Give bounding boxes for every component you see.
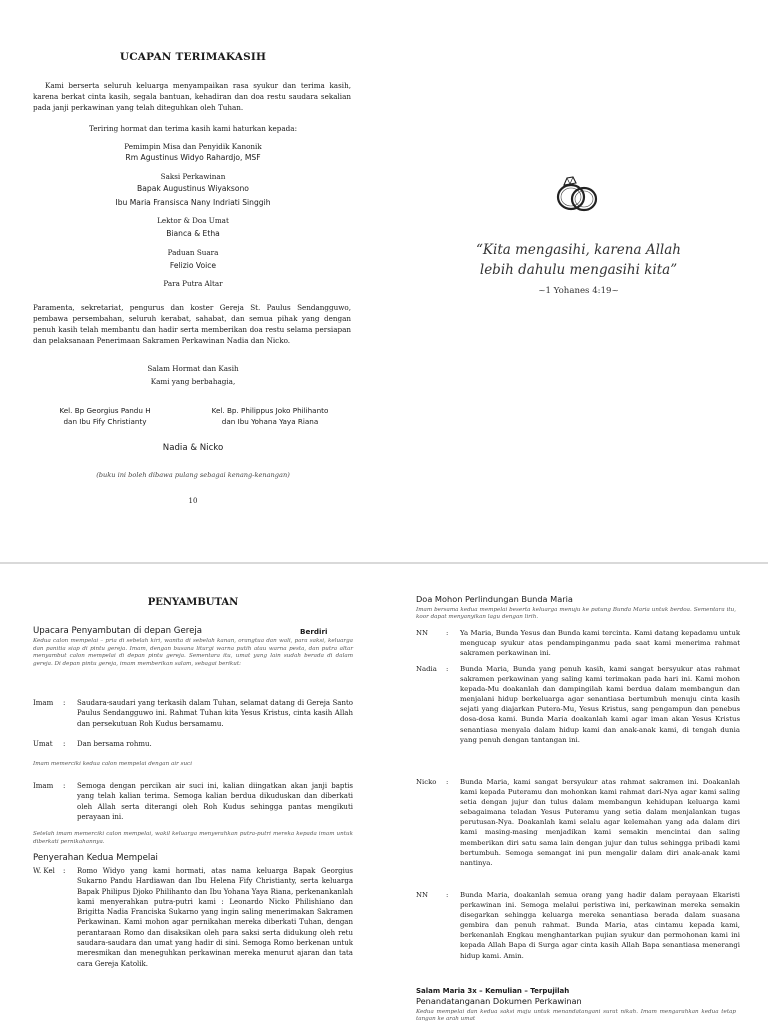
closing-line: Kami yang berbahagia, (150, 377, 236, 386)
closing-line: Salam Hormat dan Kasih (147, 364, 239, 373)
role-name: Felizio Voice (169, 261, 217, 270)
dialogue-row (33, 698, 353, 740)
rubric: Imam memerciki kedua calon mempelai dengan air suci (33, 761, 192, 767)
page-quote (386, 0, 768, 562)
quote-reference: ~1 Yohanes 4:19~ (538, 286, 619, 296)
posture-tag: Berdiri (300, 627, 328, 636)
dialogue-text: Romo Widyo yang kami hormati, atas nama keluarga Bapak Georgius Sukarno Pandu Hardiawan dan Ibu Helena Fify Christianty, serta keluarga Bapak Philipus Djoko Philihanto dan Ibu Yohana Yaya Riana, perkenankanlah kami menyerahkan putra-putri kami : Leonardo Nicko Philishiano dan Brigitta Nadia Franciska Sukarno yang ingin saling menerimakan Sakramen Perkawinan. Kami mohon agar pernikahan mereka diberkati Tuhan, dengan perantaraan Romo dan disaksikan oleh para saksi serta didukung oleh retu saudara-saudara dan umat yang hadir di sini. Semoga Romo berkenan untuk meresmikan dan meneguhkan perkawinan mereka menurut ajaran dan tata cara Gereja Katolik. (77, 867, 353, 968)
role-label: Lektor & Doa Umat (157, 216, 229, 225)
page-number: 10 (188, 497, 198, 505)
role-name: Rm Agustinus Widyo Rahardjo, MSF (125, 153, 261, 162)
colon: : (63, 782, 66, 790)
dialogue-text: Ya Maria, Bunda Yesus dan Bunda kami tercinta. Kami datang kepadamu untuk mengucap syukur atas pendampinganmu pada saat kami menerima rahmat sakramen perkawinan ini. (460, 629, 740, 658)
section-heading: Penandatanganan Dokumen Perkawinan (416, 996, 582, 1006)
dialogue-row (33, 781, 353, 825)
dialogue-text: Bunda Maria, kami sangat bersyukur atas rahmat sakramen ini. Doakanlah kami kepada Puteramu dan mohonkan kami rahmat dari-Nya agar kami saling setia dengan jujur dan tulus dalam membangun kehidupan keluarga kami sebagaimana teladan Yesus Puteramu yang setia dalam menjalankan tugas perutusan-Nya. Doakanlah kami selalu agar kelemahan yang ada dalam diri kami masing-masing menjadikan kami semakin mencintai dan saling memberikan diri satu sama lain dengan jujur dan tulus sehingga pribadi kami bertumbuh. Semoga semangat ini pun mengalir dalam diri anak-anak kami nantinya. (460, 778, 740, 867)
colon: : (63, 740, 66, 748)
signature-left (40, 405, 170, 427)
dialogue-row (416, 777, 740, 889)
wedding-rings-icon (552, 168, 604, 218)
signature-line: Kel. Bp Georgius Pandu H (59, 406, 151, 415)
dialogue-row (416, 890, 740, 982)
speaker: Umat (33, 740, 53, 748)
speaker: Imam (33, 699, 54, 707)
dialogue-text: Semoga dengan percikan air suci ini, kalian diingatkan akan janji baptis yang telah kalian terima. Semoga kalian berdua dikuduskan dan diberkati oleh Allah serta diterangi oleh Roh Kudus sehingga pantas mengikuti perayaan ini. (77, 782, 353, 821)
quote-line: lebih dahulu mengasihi kita” (479, 262, 678, 278)
speaker: W. Kel (33, 867, 55, 875)
role-label: Saksi Perkawinan (160, 172, 226, 181)
speaker: NN (416, 629, 429, 637)
dialogue-text: Bunda Maria, Bunda yang penuh kasih, kami sangat bersyukur atas rahmat sakramen perkawinan yang saling kami terimakan pada hari ini. Kami mohon kepada-Mu doakanlah dan dampingilah kami berdua dalam membangun dan menjalani hidup berkeluarga agar senantiasa bertumbuh menuju cinta kasih sejati yang diajarkan Putera-Mu, Yesus Kristus, sang pengampun dan penebus dosa-dosa kami. Bunda Maria doakanlah kami agar iman akan Yesus Kristus senantiasa menyala dalam hidup kami dan anak-anak kami, di tengah dunia yang penuh dengan tantangan ini. (460, 665, 740, 744)
signature-line: Kel. Bp. Philippus Joko Philihanto (211, 406, 329, 415)
dialogue-row (33, 739, 353, 751)
speaker: Nicko (416, 778, 437, 786)
dialogue-text: Bunda Maria, doakanlah semua orang yang hadir dalam perayaan Ekaristi perkawinan ini. Semoga melalui peristiwa ini, perkawinan mereka semakin disegarkan sehingga keluarga mereka senantiasa berada dalam suasana gembira dan penuh rahmat. Bunda Maria, atas cintamu kepada kami, berkenanlah Engkau menghantarkan pujian syukur dan permohonan kami ini kepada Allah Bapa di Surga agar cinta kasih Allah Bapa senantiasa menerangi hidup kami. Amin. (460, 891, 740, 960)
role-name: Ibu Maria Fransisca Nany Indriati Singgih (115, 198, 271, 207)
rubric: Imam bersama kedua mempelai beserta keluarga menuju ke patung Bunda Maria untuk berdoa. Sementara itu, koor dapat menyanyikan lagu dengan lirih. (416, 607, 736, 621)
colon: : (446, 629, 449, 637)
prayer-sequence: Salam Maria 3x – Kemulian – Terpujilah (416, 987, 570, 995)
dialogue-text: Dan bersama rohmu. (77, 740, 152, 748)
quote-line: “Kita mengasihi, karena Allah (476, 242, 681, 258)
page-welcome (0, 564, 386, 1024)
role-name: Bapak Augustinus Wiyaksono (137, 184, 249, 193)
dialogue-row (33, 866, 353, 1024)
rubric: Kedua mempelai dan kedua saksi maju untuk menandatangani surat nikah. Imam mengarahkan kedua tetap tangan ke arah umat (416, 1009, 736, 1023)
colon: : (446, 665, 449, 673)
speaker: Imam (33, 782, 54, 790)
dialogue-row (416, 664, 740, 776)
colon: : (63, 699, 66, 707)
rubric: Kedua calon mempelai – pria di sebelah kiri, wanita di sebelah kanan, orangtua dan wali, para saksi, keluarga dan panitia siap di pintu gereja. Imam, dengan busana liturgi warna putih atau warna pesta, dan putra altar menyambut calon mempelai di depan pintu gereja. Sementara itu, umat yang lain sudah berada di dalam gereja. Di depan pintu gereja, imam memberikan salam, sebagai berikut: (33, 638, 353, 667)
thanks-paragraph: Paramenta, sekretariat, pengurus dan koster Gereja St. Paulus Sendangguwo, pembawa persembahan, seluruh kerabat, sahabat, dan semua pihak yang dengan penuh kasih telah membantu dan hadir serta memberikan doa restu selama persiapan dan pelaksanaan Penerimaan Sakramen Perkawinan Nadia dan Nicko. (33, 303, 351, 345)
greeting-line: Teriring hormat dan terima kasih kami haturkan kepada: (88, 124, 297, 133)
dialogue-row (416, 628, 740, 660)
signature-line: dan Ibu Fify Christianty (63, 417, 147, 426)
role-label: Pemimpin Misa dan Penyidik Kanonik (124, 142, 262, 151)
page-prayer (386, 564, 768, 1024)
page-thanks (0, 0, 386, 562)
section-heading: Upacara Penyambutan di depan Gereja (33, 626, 203, 636)
role-name: Bianca & Etha (166, 229, 220, 238)
colon: : (63, 867, 66, 875)
role-label: Para Putra Altar (163, 279, 223, 288)
dialogue-text: Saudara-saudari yang terkasih dalam Tuhan, selamat datang di Gereja Santo Paulus Sendangguwo ini. Rahmat Tuhan kita Yesus Kristus, cinta kasih Allah dan persekutuan Roh Kudus bersamamu. (77, 699, 353, 728)
signature-right (195, 405, 345, 427)
couple-name: Nadia & Nicko (162, 443, 224, 453)
section-heading: Penyerahan Kedua Mempelai (33, 853, 158, 863)
page-title: PENYAMBUTAN (147, 597, 239, 608)
colon: : (446, 778, 449, 786)
section-heading: Doa Mohon Perlindungan Bunda Maria (416, 594, 573, 604)
souvenir-note: (buku ini boleh dibawa pulang sebagai kenang-kenangan) (96, 471, 290, 479)
role-label: Paduan Suara (167, 248, 219, 257)
colon: : (446, 891, 449, 899)
page-title: UCAPAN TERIMAKASIH (119, 51, 267, 63)
rubric: Setelah imam memerciki calon mempelai, wakil keluarga menyerahkan putra-putri mereka kepada imam untuk diberkati pernikahannya. (33, 831, 353, 845)
intro-paragraph: Kami berserta seluruh keluarga menyampaikan rasa syukur dan terima kasih, karena berkat cinta kasih, segala bantuan, kehadiran dan doa restu saudara sekalian pada janji perkawinan yang telah diteguhkan oleh Tuhan. (33, 81, 351, 112)
speaker: Nadia (416, 665, 437, 673)
signature-line: dan Ibu Yohana Yaya Riana (221, 417, 319, 426)
speaker: NN (416, 891, 429, 899)
